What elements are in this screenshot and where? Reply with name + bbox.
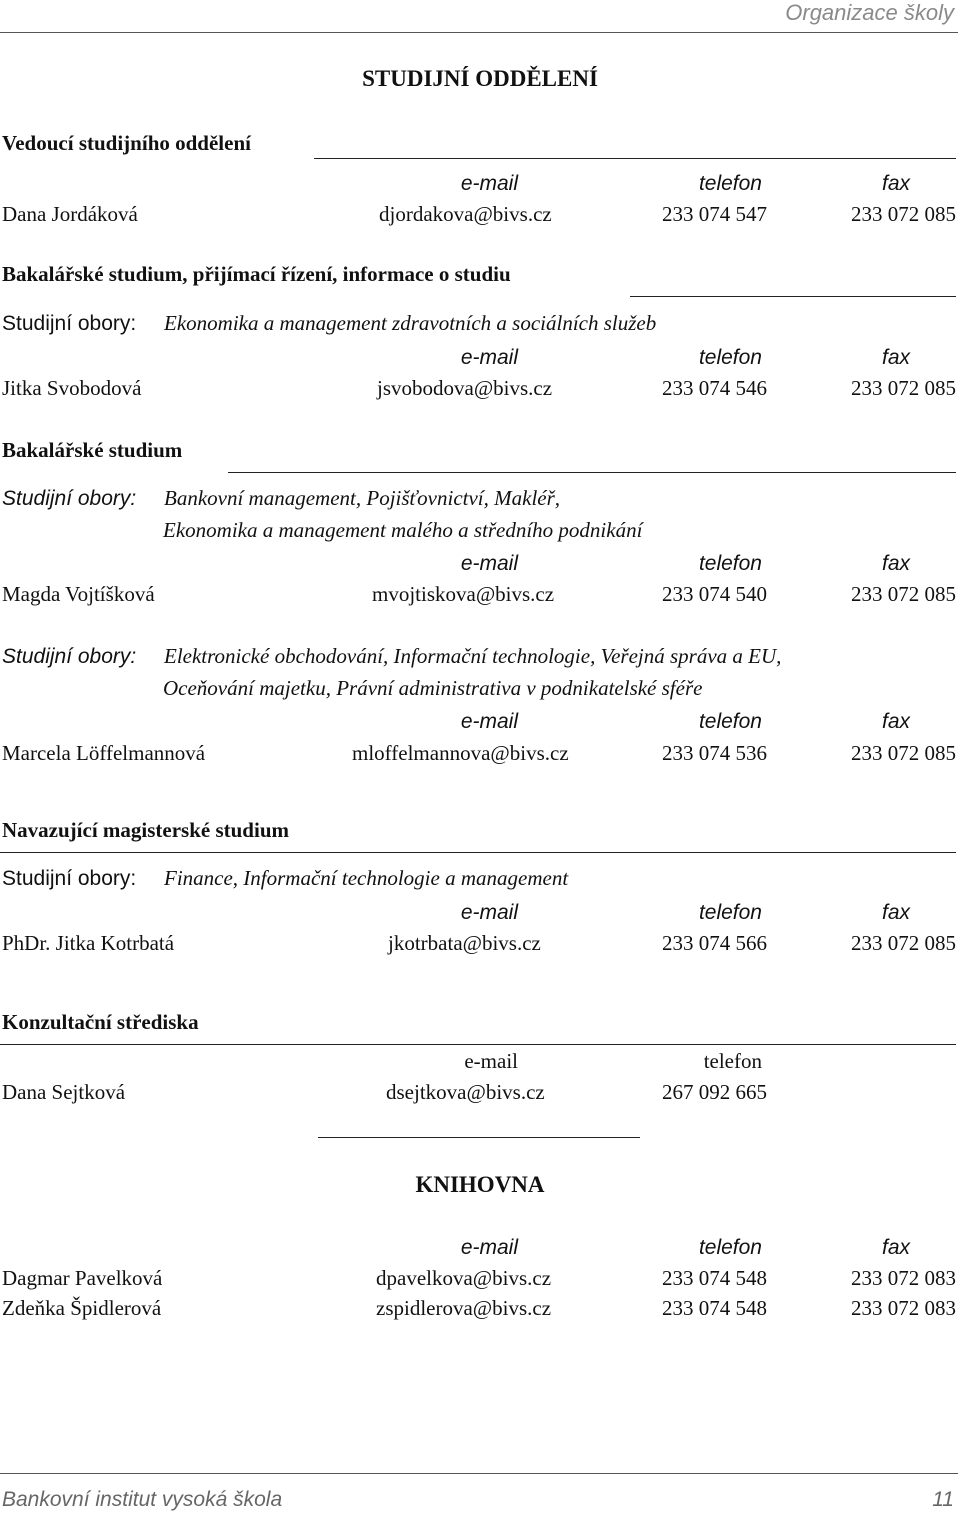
study-fields-prefix: Studijní obory: [2, 645, 137, 668]
contact-name: PhDr. Jitka Kotrbatá [2, 931, 175, 955]
section-rule [0, 1044, 956, 1045]
study-fields-continued: Oceňování majetku, Právní administrativa v podnikatelské sféře [163, 676, 703, 700]
contact-name: Dana Jordáková [2, 202, 138, 226]
contact-name: Marcela Löffelmannová [2, 741, 206, 765]
section-title-bachelor: Bakalářské studium [2, 438, 183, 462]
contact-email[interactable]: mloffelmannova@bivs.cz [352, 741, 569, 765]
contact-name: Jitka Svobodová [2, 376, 142, 400]
label-fax: fax [881, 1236, 910, 1259]
contact-name: Magda Vojtíšková [2, 582, 155, 606]
label-phone: telefon [698, 552, 762, 575]
label-fax: fax [881, 172, 910, 195]
page-number: 11 [932, 1488, 954, 1511]
study-fields-value: Ekonomika a management zdravotních a sociálních služeb [164, 311, 657, 335]
section-title-consult: Konzultační střediska [2, 1010, 199, 1034]
section-rule [630, 296, 956, 297]
label-email: e-mail [460, 901, 518, 924]
contact-fax: 233 072 085 [851, 741, 956, 765]
section-title-master: Navazující magisterské studium [2, 818, 289, 842]
contact-phone: 267 092 665 [662, 1080, 767, 1104]
label-fax: fax [881, 346, 910, 369]
label-phone: telefon [698, 901, 762, 924]
label-email: e-mail [464, 1049, 518, 1073]
study-fields [2, 486, 902, 511]
divider [318, 1137, 640, 1138]
contact-fax: 233 072 085 [851, 931, 956, 955]
footer-institution: Bankovní institut vysoká škola [2, 1488, 283, 1511]
library-title: KNIHOVNA [415, 1172, 545, 1197]
label-email: e-mail [460, 346, 518, 369]
running-header: Organizace školy [785, 0, 954, 25]
contact-fax: 233 072 083 [851, 1296, 956, 1320]
contact-fax: 233 072 085 [851, 376, 956, 400]
contact-email[interactable]: jkotrbata@bivs.cz [388, 931, 541, 955]
contact-fax: 233 072 083 [851, 1266, 956, 1290]
label-fax: fax [881, 552, 910, 575]
section-rule [0, 852, 956, 853]
contact-phone: 233 074 566 [662, 931, 767, 955]
study-fields-prefix: Studijní obory: [2, 867, 137, 890]
study-fields-value: Elektronické obchodování, Informační technologie, Veřejná správa a EU, [164, 644, 782, 668]
label-email: e-mail [460, 710, 518, 733]
label-phone: telefon [698, 1236, 762, 1259]
contact-name: Dana Sejtková [2, 1080, 126, 1104]
label-fax: fax [881, 901, 910, 924]
label-phone: telefon [698, 710, 762, 733]
label-phone: telefon [698, 172, 762, 195]
study-fields-value: Bankovní management, Pojišťovnictví, Makléř, [164, 486, 561, 510]
study-fields [2, 311, 902, 336]
contact-phone: 233 074 536 [662, 741, 767, 765]
section-title-bachelor-admissions: Bakalářské studium, přijímací řízení, informace o studiu [2, 262, 511, 286]
contact-email[interactable]: djordakova@bivs.cz [379, 202, 552, 226]
contact-fax: 233 072 085 [851, 202, 956, 226]
label-phone: telefon [698, 346, 762, 369]
contact-phone: 233 074 548 [662, 1266, 767, 1290]
contact-email[interactable]: zspidlerova@bivs.cz [376, 1296, 552, 1320]
section-rule [314, 158, 956, 159]
footer-rule [0, 1473, 958, 1474]
contact-phone: 233 074 540 [662, 582, 767, 606]
header-rule [0, 32, 958, 33]
label-email: e-mail [460, 1236, 518, 1259]
section-rule [228, 472, 956, 473]
section-title-head: Vedoucí studijního oddělení [2, 131, 251, 155]
contact-email[interactable]: dpavelkova@bivs.cz [376, 1266, 552, 1290]
study-fields-prefix: Studijní obory: [2, 312, 137, 335]
contact-fax: 233 072 085 [851, 582, 956, 606]
contact-email[interactable]: dsejtkova@bivs.cz [386, 1080, 545, 1104]
label-phone: telefon [703, 1049, 762, 1073]
study-fields [2, 866, 902, 891]
study-fields [2, 644, 952, 669]
label-email: e-mail [460, 172, 518, 195]
study-fields-prefix: Studijní obory: [2, 487, 137, 510]
label-email: e-mail [460, 552, 518, 575]
contact-phone: 233 074 548 [662, 1296, 767, 1320]
contact-email[interactable]: jsvobodova@bivs.cz [377, 376, 553, 400]
contact-name: Dagmar Pavelková [2, 1266, 163, 1290]
study-fields-continued: Ekonomika a management malého a středního podnikání [163, 518, 643, 542]
contact-email[interactable]: mvojtiskova@bivs.cz [372, 582, 555, 606]
study-fields-value: Finance, Informační technologie a management [164, 866, 569, 890]
contact-phone: 233 074 546 [662, 376, 767, 400]
contact-name: Zdeňka Špidlerová [2, 1296, 162, 1320]
contact-phone: 233 074 547 [662, 202, 767, 226]
page-title: STUDIJNÍ ODDĚLENÍ [362, 66, 598, 91]
label-fax: fax [881, 710, 910, 733]
